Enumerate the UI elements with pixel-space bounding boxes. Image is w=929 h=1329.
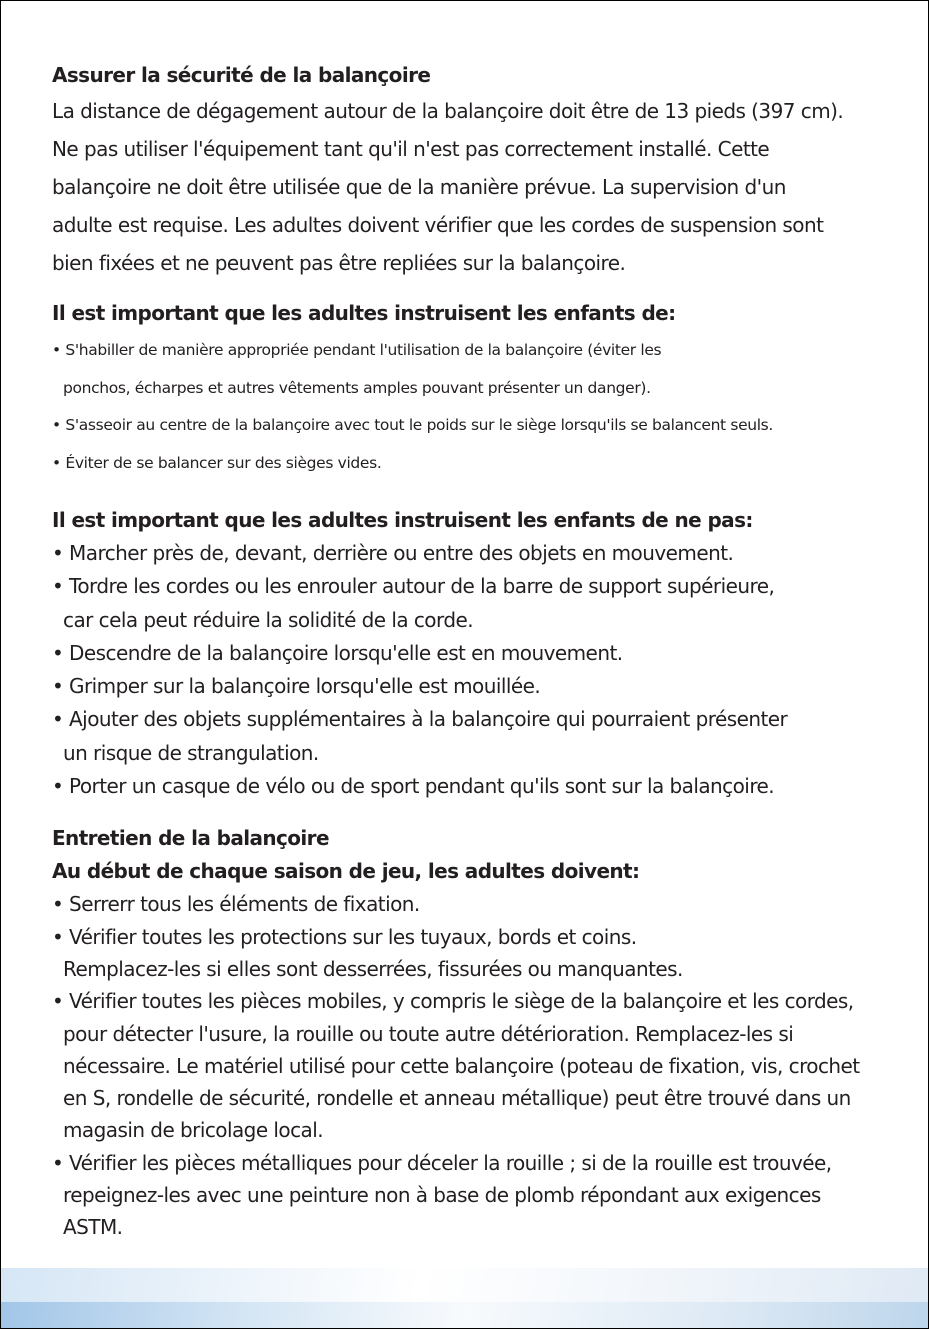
list-item-continuation: en S, rondelle de sécurité, rondelle et anneau métallique) peut être trouvé dans un bbox=[63, 1086, 851, 1111]
body-line: bien fixées et ne peuvent pas être repliées sur la balançoire. bbox=[52, 251, 626, 275]
list-item: • Vérifier les pièces métalliques pour déceler la rouille ; si de la rouille est trouvée, bbox=[52, 1150, 832, 1175]
list-item: • Tordre les cordes ou les enrouler autour de la barre de support supérieure, bbox=[52, 574, 775, 599]
body-line: adulte est requise. Les adultes doivent vérifier que les cordes de suspension sont bbox=[52, 213, 824, 237]
list-item: • Vérifier toutes les protections sur les tuyaux, bords et coins. bbox=[52, 924, 637, 949]
list-item-continuation: pour détecter l'usure, la rouille ou toute autre détérioration. Remplacez-les si bbox=[63, 1021, 794, 1046]
list-item: • Serrerr tous les éléments de fixation. bbox=[52, 892, 420, 917]
list-item-continuation: car cela peut réduire la solidité de la corde. bbox=[63, 607, 474, 632]
list-item-continuation: magasin de bricolage local. bbox=[63, 1118, 324, 1143]
list-item: • S'asseoir au centre de la balançoire avec tout le poids sur le siège lorsqu'ils se balancent seuls. bbox=[52, 416, 773, 434]
instruct-do-title: Il est important que les adultes instruisent les enfants de: bbox=[52, 301, 676, 325]
list-item-continuation: ponchos, écharpes et autres vêtements amples pouvant présenter un danger). bbox=[63, 378, 651, 397]
list-item: • Ajouter des objets supplémentaires à la balançoire qui pourraient présenter bbox=[52, 707, 788, 732]
list-item: • S'habiller de manière appropriée pendant l'utilisation de la balançoire (éviter les bbox=[52, 341, 662, 359]
body-line: balançoire ne doit être utilisée que de la manière prévue. La supervision d'un bbox=[52, 175, 786, 199]
body-line: La distance de dégagement autour de la balançoire doit être de 13 pieds (397 cm). bbox=[52, 99, 844, 123]
instruct-do-list bbox=[52, 332, 912, 482]
list-item-continuation: repeignez-les avec une peinture non à base de plomb répondant aux exigences bbox=[63, 1183, 821, 1208]
list-item-continuation: Remplacez-les si elles sont desserrées, fissurées ou manquantes. bbox=[63, 956, 683, 981]
document-content bbox=[52, 58, 912, 1244]
instruct-dont-list bbox=[52, 537, 912, 803]
safety-section-body bbox=[52, 92, 912, 282]
maintenance-section-title: Entretien de la balançoire bbox=[52, 826, 329, 851]
list-item: • Marcher près de, devant, derrière ou entre des objets en mouvement. bbox=[52, 541, 734, 565]
safety-section-title: Assurer la sécurité de la balançoire bbox=[52, 63, 431, 87]
list-item: • Vérifier toutes les pièces mobiles, y compris le siège de la balançoire et les cordes, bbox=[52, 989, 854, 1014]
list-item: • Éviter de se balancer sur des sièges vides. bbox=[52, 453, 382, 472]
maintenance-list bbox=[52, 888, 912, 1243]
list-item-continuation: un risque de strangulation. bbox=[63, 740, 319, 765]
instruct-dont-title: Il est important que les adultes instruisent les enfants de ne pas: bbox=[52, 508, 753, 532]
list-item-continuation: nécessaire. Le matériel utilisé pour cette balançoire (poteau de fixation, vis, crochet bbox=[63, 1053, 860, 1078]
list-item: • Descendre de la balançoire lorsqu'elle est en mouvement. bbox=[52, 640, 623, 665]
list-item: • Grimper sur la balançoire lorsqu'elle est mouillée. bbox=[52, 674, 541, 699]
body-line: Ne pas utiliser l'équipement tant qu'il n'est pas correctement installé. Cette bbox=[52, 137, 770, 161]
decorative-footer-wave bbox=[1, 1268, 928, 1328]
maintenance-subtitle: Au début de chaque saison de jeu, les adultes doivent: bbox=[52, 859, 640, 884]
list-item-continuation: ASTM. bbox=[63, 1215, 123, 1240]
list-item: • Porter un casque de vélo ou de sport pendant qu'ils sont sur la balançoire. bbox=[52, 774, 775, 799]
